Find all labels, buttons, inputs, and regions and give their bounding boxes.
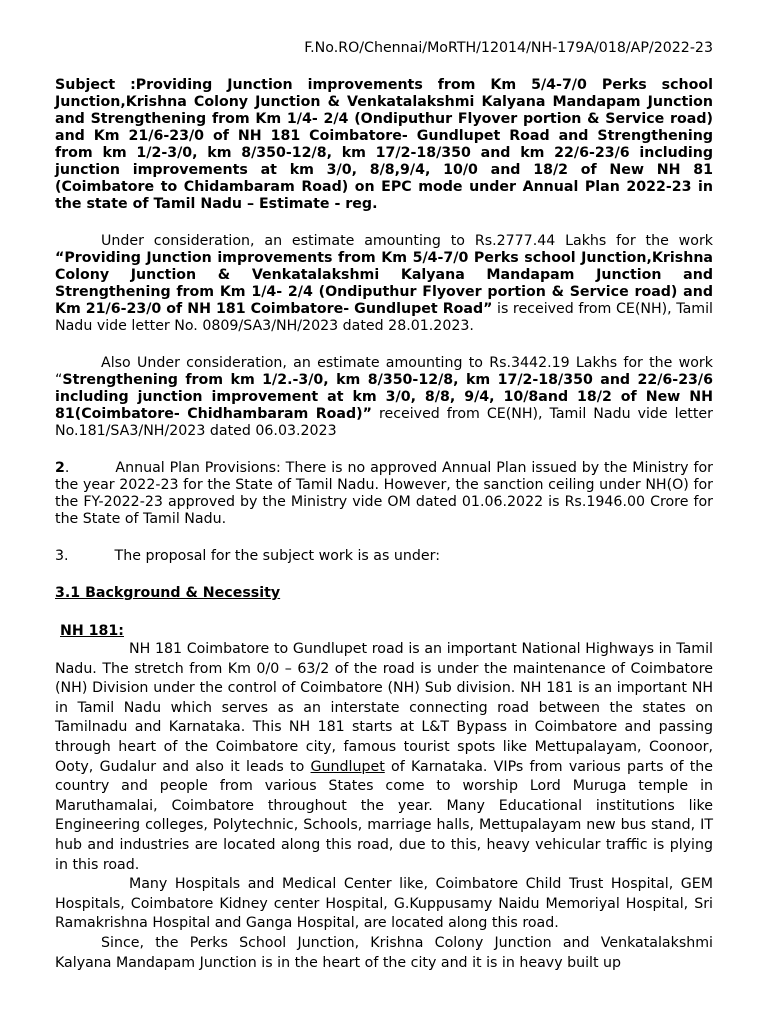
document-page bbox=[55, 40, 713, 973]
paragraph-text: Annual Plan Provisions: There is no approved Annual Plan issued by the Ministry for the year 2022-23 for the State of Tamil Nadu. However, the sanction ceiling under NH(O) for the FY-2022-23 approved by the Ministry vide OM dated 01.06.2022 is Rs.1946.00 Crore for the State of Tamil Nadu. bbox=[55, 460, 713, 527]
paragraph-estimate-nh81 bbox=[55, 355, 713, 440]
paragraph-estimate-nh181 bbox=[55, 233, 713, 335]
paragraph-number: 3. bbox=[55, 548, 69, 564]
section-heading: 3.1 Background & Necessity bbox=[55, 585, 281, 601]
paragraph-lead: Under consideration, an estimate amounting to Rs.2777.44 Lakhs for the work bbox=[101, 233, 713, 249]
subject-line: Subject :Providing Junction improvements from Km 5/4-7/0 Perks school Junction,Krishna Colony Junction & Venkatalakshmi Kalyana Mandapam Junction and Strengthening from Km 1/4- 2/4 (Ondiputhur Flyover portion & Service road) and Km 21/6-23/0 of NH 181 Coimbatore- Gundlupet Road and Strengthening from km 1/2-3/0, km 8/350-12/8, km 17/2-18/350 and km 22/6-23/6 including junction improvements at km 3/0, 8/8,9/4, 10/0 and 18/2 of New NH 81 (Coimbatore to Chidambaram Road) on EPC mode under Annual Plan 2022-23 in the state of Tamil Nadu – Estimate - reg. bbox=[55, 77, 713, 212]
paragraph-text: The proposal for the subject work is as under: bbox=[114, 548, 440, 564]
paragraph-lead: Also Under consideration, an estimate amounting to Rs.3442.19 Lakhs for the work “ bbox=[55, 355, 713, 388]
paragraph-tail: received from CE(NH), Tamil Nadu vide letter No.181/SA3/NH/2023 dated 06.03.2023 bbox=[55, 406, 713, 439]
paragraph-number-dot: . bbox=[64, 460, 70, 476]
paragraph-number: 2 bbox=[55, 460, 65, 476]
nh-181-heading: NH 181: bbox=[60, 623, 124, 639]
paragraph-proposal bbox=[55, 548, 713, 565]
paragraph-tail: is received from CE(NH), Tamil Nadu vide letter No. 0809/SA3/NH/2023 dated 28.01.2023. bbox=[55, 301, 713, 334]
paragraph-nh181-background bbox=[55, 640, 713, 875]
work-title-nh81: Strengthening from km 1/2.-3/0, km 8/350-12/8, km 17/2-18/350 and 22/6-23/6 including junction improvement at km 3/0, 8/8, 9/4, 10/8and 18/2 of New NH 81(Coimbatore- Chidhambaram Road)” bbox=[55, 372, 713, 422]
gundlupet-link-text: Gundlupet bbox=[310, 758, 385, 775]
paragraph-junctions: Since, the Perks School Junction, Krishna Colony Junction and Venkatalakshmi Kalyana Mandapam Junction is in the heart of the city and it is in heavy built up bbox=[55, 934, 713, 971]
paragraph-text: of Karnataka. VIPs from various parts of the country and people from various States come to worship Lord Muruga temple in Maruthamalai, Coimbatore throughout the year. Many Educational institutions like Engineering colleges, Polytechnic, Schools, marriage halls, Mettupalayam new bus stand, IT hub and industries are located along this road, due to this, heavy vehicular traffic is plying in this road. bbox=[55, 758, 713, 873]
file-reference-number: F.No.RO/Chennai/MoRTH/12014/NH-179A/018/AP/2022-23 bbox=[304, 40, 713, 56]
paragraph-annual-plan bbox=[55, 460, 713, 528]
paragraph-hospitals: Many Hospitals and Medical Center like, Coimbatore Child Trust Hospital, GEM Hospitals, Coimbatore Kidney center Hospital, G.Kuppusamy Naidu Memoriyal Hospital, Sri Ramakrishna Hospital and Ganga Hospital, are located along this road. bbox=[55, 876, 713, 932]
paragraph-text: NH 181 Coimbatore to Gundlupet road is an important National Highways in Tamil Nadu. The stretch from Km 0/0 – 63/2 of the road is under the maintenance of Coimbatore (NH) Division under the control of Coimbatore (NH) Sub division. NH 181 is an important NH in Tamil Nadu which serves as an interstate connecting road between the states on Tamilnadu and Karnataka. This NH 181 starts at L&T Bypass in Coimbatore and passing through heart of the Coimbatore city, famous tourist spots like Mettupalayam, Coonoor, Ooty, Gudalur and also it leads to bbox=[55, 641, 713, 775]
work-title-nh181: “Providing Junction improvements from Km 5/4-7/0 Perks school Junction,Krishna Colony Junction & Venkatalakshmi Kalyana Mandapam Junction and Strengthening from Km 1/4- 2/4 (Ondiputhur Flyover portion & Service road) and Km 21/6-23/0 of NH 181 Coimbatore- Gundlupet Road” bbox=[55, 250, 713, 317]
